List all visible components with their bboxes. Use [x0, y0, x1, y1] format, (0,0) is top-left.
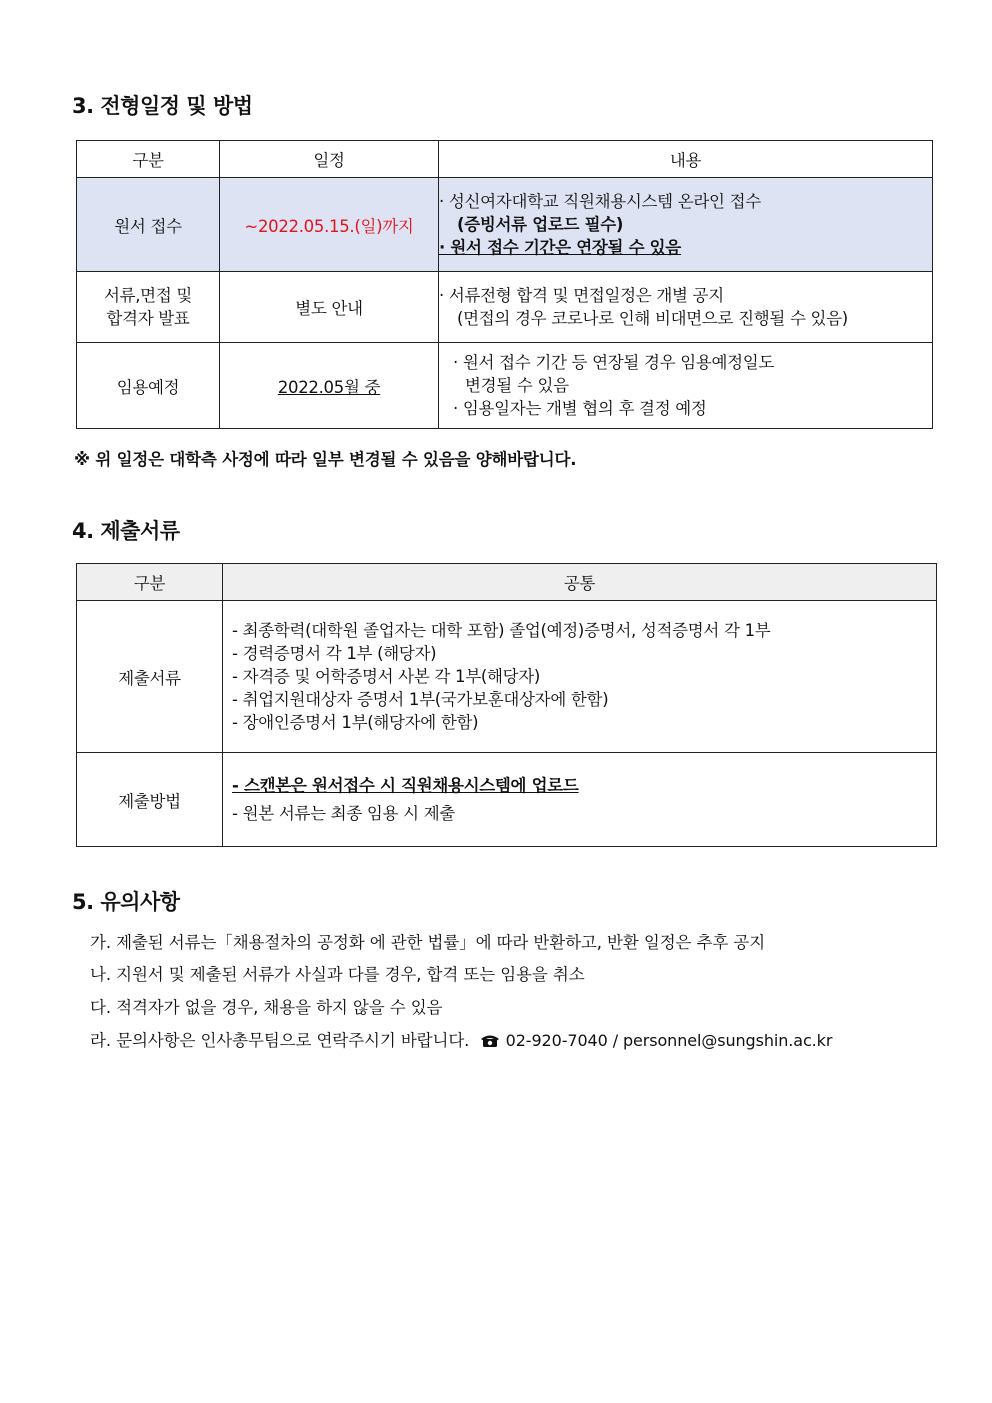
schedule-note: ※ 위 일정은 대학측 사정에 따라 일부 변경될 수 있음을 양해바랍니다. [74, 450, 577, 469]
row-category: 원서 접수 [77, 178, 220, 272]
table-header-row [77, 141, 933, 178]
schedule-table [76, 140, 933, 429]
notice-text: 라. 문의사항은 인사총무팀으로 연락주시기 바랍니다. [90, 1031, 470, 1050]
table-row [77, 272, 933, 343]
section-4-title: 4. 제출서류 [72, 519, 180, 543]
contact-info: 02-920-7040 / personnel@sungshin.ac.kr [505, 1031, 833, 1050]
content-line: (면접의 경우 코로나로 인해 비대면으로 진행될 수 있음) [457, 309, 848, 328]
content-emphasis: · 원서 접수 기간은 연장될 수 있음 [439, 238, 681, 257]
content-line: 변경될 수 있음 [465, 376, 569, 395]
content-line: · 성신여자대학교 직원채용시스템 온라인 접수 [439, 192, 761, 211]
row-content [439, 178, 933, 272]
method-item: - 원본 서류는 최종 임용 시 제출 [232, 803, 455, 823]
header-content: 내용 [439, 141, 933, 178]
table-header-row [77, 564, 937, 601]
header-category: 구분 [77, 564, 223, 601]
table-row [77, 601, 937, 753]
header-schedule: 일정 [220, 141, 439, 178]
category-line: 서류,면접 및 [103, 286, 193, 305]
row-schedule: 별도 안내 [220, 272, 439, 343]
notice-item: 가. 제출된 서류는「채용절차의 공정화 에 관한 법률」에 따라 반환하고, 반환 일정은 추후 공지 [90, 933, 766, 952]
row-category: 제출방법 [77, 753, 223, 847]
row-schedule: 2022.05월 중 [220, 343, 439, 429]
table-row [77, 753, 937, 847]
row-category: 제출서류 [77, 601, 223, 753]
content-line: (증빙서류 업로드 필수) [457, 215, 624, 234]
row-items [223, 601, 937, 753]
row-content [439, 343, 933, 429]
document-item: - 자격증 및 어학증명서 사본 각 1부(해당자) [232, 667, 541, 686]
row-category: 임용예정 [77, 343, 220, 429]
notice-item: 다. 적격자가 없을 경우, 채용을 하지 않을 수 있음 [90, 998, 443, 1017]
document-item: - 취업지원대상자 증명서 1부(국가보훈대상자에 한함) [232, 690, 609, 709]
table-row [77, 343, 933, 429]
content-line: · 서류전형 합격 및 면접일정은 개별 공지 [439, 286, 724, 305]
table-row [77, 178, 933, 272]
documents-table [76, 563, 937, 847]
row-schedule: ~2022.05.15.(일)까지 [220, 178, 439, 272]
row-category [77, 272, 220, 343]
content-line: · 임용일자는 개별 협의 후 결정 예정 [453, 399, 707, 418]
content-line: · 원서 접수 기간 등 연장될 경우 임용예정일도 [453, 353, 775, 372]
section-3-title: 3. 전형일정 및 방법 [72, 94, 253, 118]
document-item: - 경력증명서 각 1부 (해당자) [232, 644, 437, 663]
method-item [232, 772, 936, 800]
header-category: 구분 [77, 141, 220, 178]
row-items [223, 753, 937, 847]
document-item: - 최종학력(대학원 졸업자는 대학 포함) 졸업(예정)증명서, 성적증명서 각 1부 [232, 621, 771, 640]
header-common: 공통 [223, 564, 937, 601]
method-emphasis: - 스캔본은 원서접수 시 직원채용시스템에 업로드 [232, 775, 579, 795]
phone-icon [480, 1033, 500, 1052]
notice-item [90, 1027, 832, 1052]
document-item: - 장애인증명서 1부(해당자에 한함) [232, 713, 479, 732]
category-line: 합격자 발표 [106, 309, 190, 328]
row-content [439, 272, 933, 343]
content-line [439, 236, 932, 259]
notice-item: 나. 지원서 및 제출된 서류가 사실과 다를 경우, 합격 또는 임용을 취소 [90, 965, 585, 984]
section-5-title: 5. 유의사항 [72, 890, 180, 914]
